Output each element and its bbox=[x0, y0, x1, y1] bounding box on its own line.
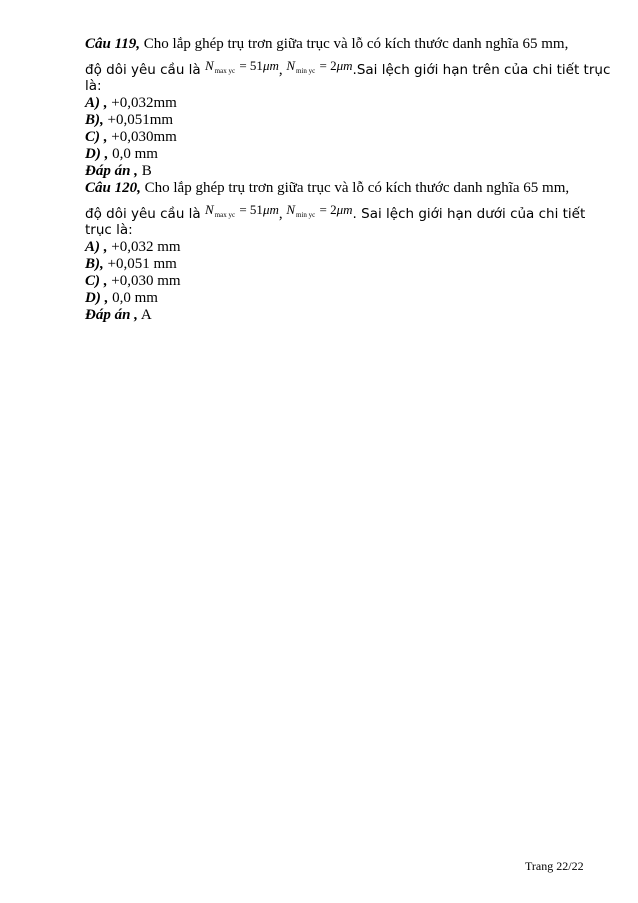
q120-option-b-text: +0,051 mm bbox=[103, 256, 177, 272]
q119-option-a-text: +0,032mm bbox=[107, 95, 177, 111]
q119-nmin-formula bbox=[286, 58, 352, 73]
q119-nmin-value: = 2 bbox=[316, 58, 337, 73]
q120-nmin-value: = 2 bbox=[316, 202, 337, 217]
q119-stem-line-2-prefix: độ dôi yêu cầu là bbox=[85, 62, 205, 78]
q119-option-b-key: B), bbox=[85, 112, 104, 128]
q120-option-c-text: +0,030 mm bbox=[107, 273, 181, 289]
q119-stem-line-2-suffix: .Sai lệch giới hạn trên của chi tiết trục bbox=[352, 62, 611, 78]
q120-comma: , bbox=[278, 206, 283, 222]
q120-nmax-formula bbox=[205, 202, 279, 217]
q120-nmin-symbol: N bbox=[286, 202, 296, 217]
q119-option-b bbox=[85, 112, 173, 129]
q120-answer-label: Đáp án , bbox=[85, 307, 138, 323]
q119-nmin-symbol: N bbox=[286, 58, 296, 73]
q119-option-c-key: C) , bbox=[85, 129, 108, 145]
q120-nmax-sub: max yc bbox=[214, 211, 236, 219]
q120-answer bbox=[85, 307, 152, 324]
q119-nmax-symbol: N bbox=[205, 58, 214, 73]
q120-line-1 bbox=[85, 180, 569, 197]
q120-option-c-key: C) , bbox=[85, 273, 108, 289]
q119-comma: , bbox=[278, 62, 283, 78]
page-number: Trang 22/22 bbox=[525, 859, 584, 873]
q120-option-b bbox=[85, 256, 177, 273]
q120-title: Câu 120, bbox=[85, 180, 141, 196]
q119-option-a-key: A) , bbox=[85, 95, 108, 111]
q119-answer-label: Đáp án , bbox=[85, 163, 138, 179]
q120-option-b-key: B), bbox=[85, 256, 104, 272]
q119-option-d-key: D) , bbox=[85, 146, 109, 162]
q119-option-a bbox=[85, 95, 177, 112]
q120-option-c bbox=[85, 273, 181, 290]
q119-line-2 bbox=[85, 58, 611, 81]
q120-nmin-unit: μm bbox=[336, 202, 353, 217]
q119-option-d-text: 0,0 mm bbox=[108, 146, 158, 162]
q119-nmin-unit: μm bbox=[336, 58, 353, 73]
q120-nmax-unit: μm bbox=[262, 202, 279, 217]
q119-option-c-text: +0,030mm bbox=[107, 129, 177, 145]
q120-option-a bbox=[85, 239, 181, 256]
q119-nmax-sub: max yc bbox=[214, 67, 236, 75]
q120-option-d-text: 0,0 mm bbox=[108, 290, 158, 306]
q119-nmax-formula bbox=[205, 58, 279, 73]
q120-option-a-key: A) , bbox=[85, 239, 108, 255]
q119-stem-line-1: Cho lắp ghép trụ trơn giữa trục và lỗ có kích thước danh nghĩa 65 mm, bbox=[140, 36, 569, 52]
q120-option-d-key: D) , bbox=[85, 290, 109, 306]
q119-answer bbox=[85, 163, 152, 180]
q120-nmax-symbol: N bbox=[205, 202, 214, 217]
q120-nmin-formula bbox=[286, 202, 352, 217]
q119-nmax-unit: μm bbox=[262, 58, 279, 73]
q119-stem-line-3: là: bbox=[85, 78, 102, 94]
q120-nmin-sub: min yc bbox=[296, 211, 316, 219]
q120-stem-line-3: trục là: bbox=[85, 222, 133, 238]
q119-line-1 bbox=[85, 36, 568, 53]
q119-title: Câu 119, bbox=[85, 36, 141, 52]
q120-stem-line-2-prefix: độ dôi yêu cầu là bbox=[85, 206, 205, 222]
q120-option-d bbox=[85, 290, 158, 307]
q119-answer-value: B bbox=[137, 163, 152, 179]
q119-option-d bbox=[85, 146, 158, 163]
q119-option-c bbox=[85, 129, 177, 146]
q120-stem-line-2-suffix: . Sai lệch giới hạn dưới của chi tiết bbox=[352, 206, 586, 222]
q119-line-3 bbox=[85, 78, 102, 95]
q120-line-2 bbox=[85, 202, 586, 225]
q120-nmax-value: = 51 bbox=[236, 202, 263, 217]
q120-option-a-text: +0,032 mm bbox=[107, 239, 181, 255]
q119-nmax-value: = 51 bbox=[236, 58, 263, 73]
q120-stem-line-1: Cho lắp ghép trụ trơn giữa trục và lỗ có kích thước danh nghĩa 65 mm, bbox=[140, 180, 570, 196]
q120-line-3 bbox=[85, 222, 133, 239]
q119-nmin-sub: min yc bbox=[296, 67, 316, 75]
q120-answer-value: A bbox=[137, 307, 152, 323]
q119-option-b-text: +0,051mm bbox=[103, 112, 174, 128]
